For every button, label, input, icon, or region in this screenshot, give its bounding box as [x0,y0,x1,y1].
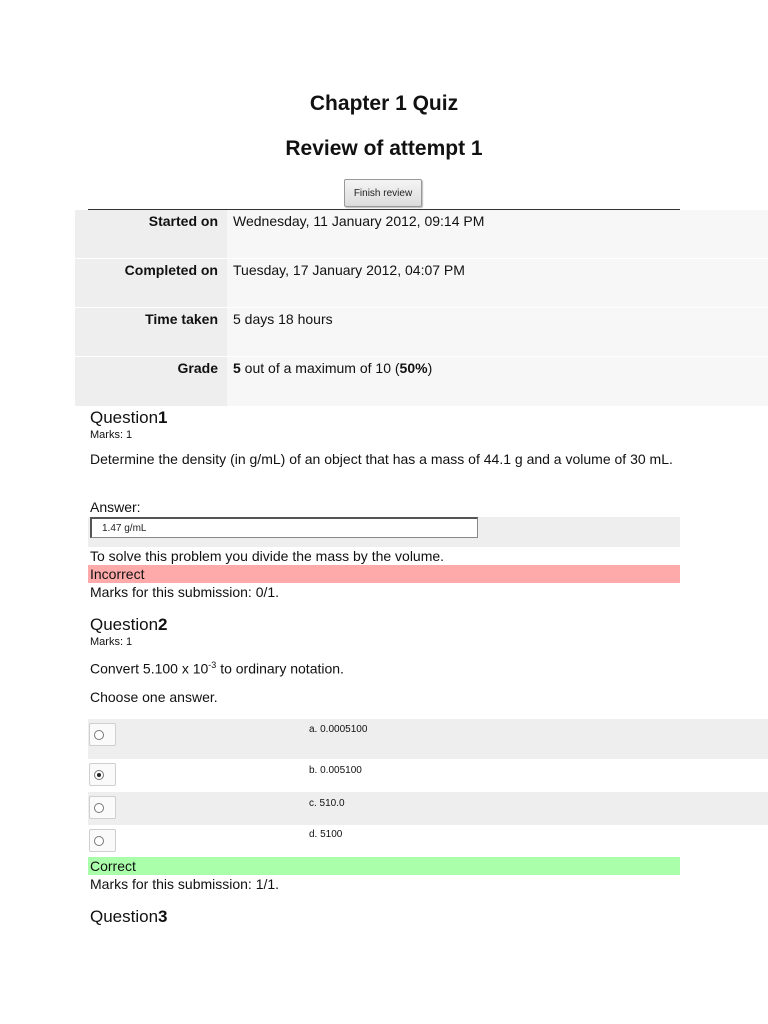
choose-prompt: Choose one answer. [90,689,218,705]
question-text [90,657,344,678]
answer-input[interactable] [90,517,478,538]
summary-row-time-taken [75,308,768,356]
option-label: d. 5100 [309,829,343,840]
option-row[interactable] [88,825,768,857]
question-label: Question [90,907,159,926]
radio-circle-icon [94,730,104,740]
radio-circle-icon [94,836,104,846]
question-label: Question [90,615,159,634]
radio-checked-icon [94,770,104,780]
question-heading [90,907,168,927]
page-title: Chapter 1 Quiz [309,92,459,115]
grade-value [233,360,432,376]
grade-text: out of a maximum of 10 ( [240,360,400,376]
option-row[interactable] [88,759,768,792]
option-row[interactable] [88,719,768,759]
option-label: a. 0.0005100 [309,724,368,735]
question-text: Determine the density (in g/mL) of an object that has a mass of 44.1 g and a volume of 30 mL. [90,451,673,467]
radio-circle-icon [94,803,104,813]
question-explanation: To solve this problem you divide the mass by the volume. [90,548,445,564]
summary-row-completed [75,259,768,307]
summary-label: Grade [75,357,227,406]
question-marks: Marks: 1 [90,636,133,648]
question-label: Question [90,408,159,427]
result-correct: Correct [88,857,680,875]
question-text-exponent: -3 [208,660,217,670]
summary-label: Started on [75,210,227,258]
answer-label: Answer: [90,499,141,515]
question-text-suffix: to ordinary notation. [216,660,344,677]
page-subtitle: Review of attempt 1 [285,137,483,160]
grade-score: 5 [233,360,241,376]
summary-row-started [75,210,768,258]
option-label: b. 0.005100 [309,765,362,776]
radio-button[interactable] [89,829,116,852]
question-number: 3 [158,907,168,926]
summary-label: Time taken [75,308,227,356]
summary-value: Tuesday, 17 January 2012, 04:07 PM [233,262,465,278]
summary-row-grade [75,357,768,406]
question-text-prefix: Convert 5.100 x 10 [90,660,209,677]
question-marks: Marks: 1 [90,429,133,441]
submission-marks: Marks for this submission: 1/1. [90,876,280,892]
finish-review-button[interactable]: Finish review [344,179,422,207]
summary-label: Completed on [75,259,227,307]
question-heading [90,408,168,428]
option-label: c. 510.0 [309,798,345,809]
grade-text-end: ) [427,360,433,376]
radio-button[interactable] [89,763,116,786]
grade-percent: 50% [399,360,428,376]
question-heading [90,615,168,635]
radio-button[interactable] [89,796,116,819]
submission-marks: Marks for this submission: 0/1. [90,584,280,600]
result-incorrect: Incorrect [88,565,680,583]
radio-button[interactable] [89,723,116,746]
question-number: 2 [158,615,168,634]
question-number: 1 [158,408,168,427]
summary-value: 5 days 18 hours [233,311,333,327]
summary-value: Wednesday, 11 January 2012, 09:14 PM [233,213,485,229]
option-row[interactable] [88,792,768,825]
